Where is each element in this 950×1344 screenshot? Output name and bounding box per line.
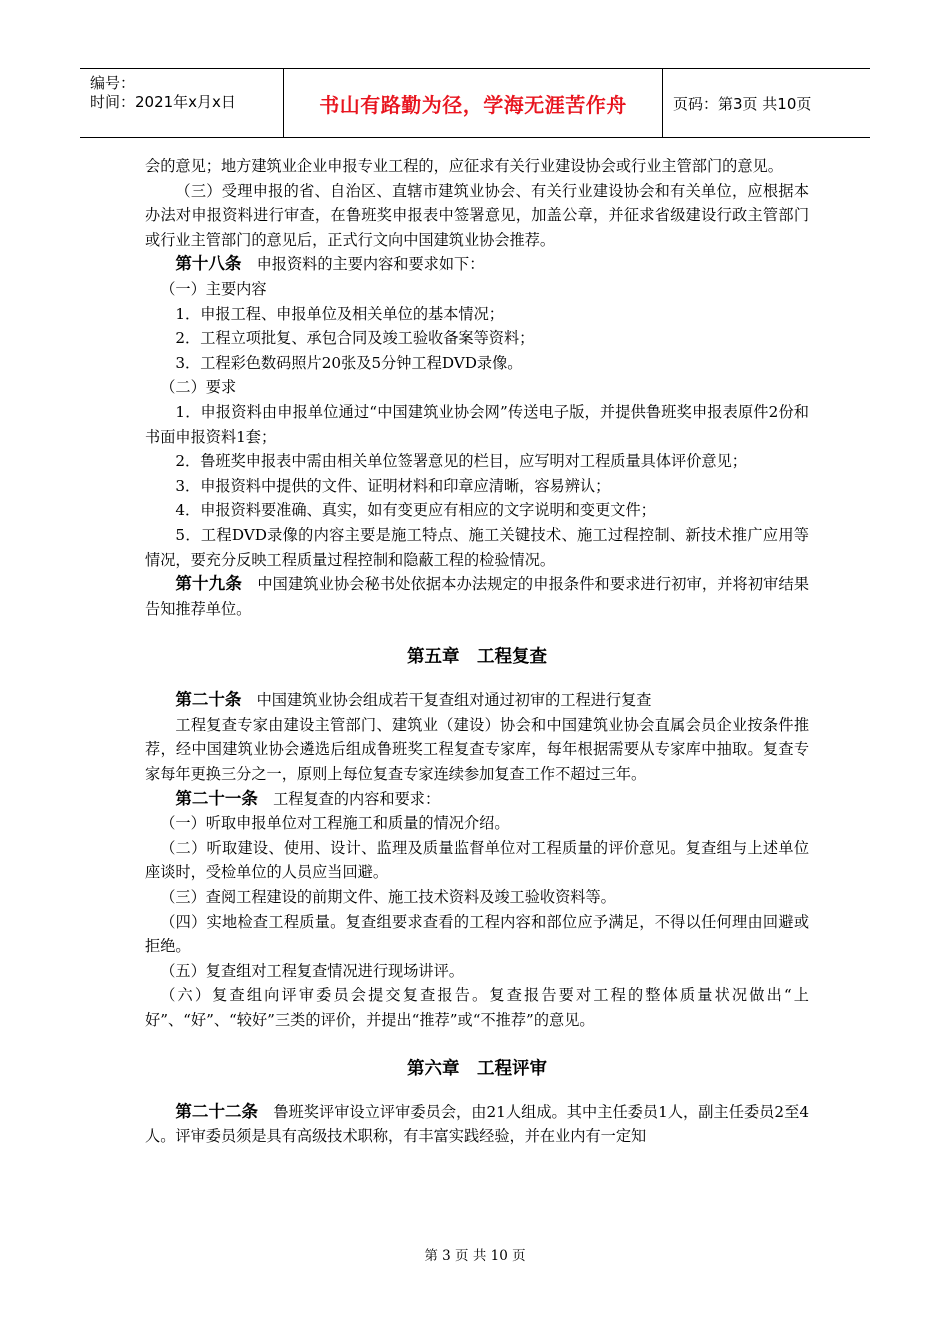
list-item: 1．申报工程、申报单位及相关单位的基本情况； — [175, 304, 504, 323]
page-footer: 第 3 页 共 10 页 — [424, 1248, 526, 1264]
list-item: 2．工程立项批复、承包合同及竣工验收备案等资料； — [175, 329, 535, 348]
header-page-info: 页码：第3页 共10页 — [673, 94, 812, 113]
article-18 — [145, 252, 809, 277]
article-text: 中国建筑业协会秘书处依据本办法规定的申报条件和要求进行初审，并将初审结果告知推荐单位。 — [145, 575, 810, 618]
list-item: （六）复查组向评审委员会提交复查报告。复查报告要对工程的整体质量状况做出“上好”、“好”、“较好”三类的评价，并提出“推荐”或“不推荐”的意见。 — [145, 986, 809, 1029]
chapter-6-heading: 第六章 工程评审 — [407, 1058, 547, 1079]
document-body — [145, 154, 809, 1149]
number-label: 编号： — [90, 74, 136, 92]
page-header — [80, 68, 870, 138]
list-item: （三）查阅工程建设的前期文件、施工技术资料及竣工验收资料等。 — [160, 888, 616, 907]
header-meta-cell — [80, 69, 283, 137]
list-item: 3．工程彩色数码照片20张及5分钟工程DVD录像。 — [175, 353, 523, 372]
list-item: （一）听取申报单位对工程施工和质量的情况介绍。 — [160, 814, 510, 833]
paragraph: （一）主要内容 — [160, 279, 267, 298]
article-title: 第二十二条 — [175, 1101, 259, 1121]
article-title: 第二十条 — [175, 690, 242, 710]
article-19 — [145, 572, 809, 621]
list-item: 2．鲁班奖申报表中需由相关单位签署意见的栏目，应写明对工程质量具体评价意见； — [175, 452, 747, 471]
paragraph: （二）要求 — [160, 378, 237, 397]
paragraph: 工程复查专家由建设主管部门、建筑业（建设）协会和中国建筑业协会直属会员企业按条件推荐，经中国建筑业协会遴选后组成鲁班奖工程复查专家库，每年根据需要从专家库中抽取。复查专家每年更换三分之一，原则上每位复查专家连续参加复查工作不超过三年。 — [145, 715, 809, 784]
list-item: 3．申报资料中提供的文件、证明材料和印章应清晰，容易辨认； — [175, 476, 611, 495]
list-item: 1．申报资料由申报单位通过“中国建筑业协会网”传送电子版，并提供鲁班奖申报表原件2份和书面申报资料1套； — [145, 402, 809, 446]
article-text: 鲁班奖评审设立评审委员会，由21人组成。其中主任委员1人，副主任委员2至4人。评审委员须是具有高级技术职称，有丰富实践经验，并在业内有一定知 — [145, 1102, 810, 1146]
article-text: 工程复查的内容和要求： — [273, 789, 441, 808]
article-title: 第十八条 — [175, 254, 242, 274]
chapter-5-heading: 第五章 工程复查 — [407, 647, 547, 668]
article-text: 申报资料的主要内容和要求如下： — [256, 255, 485, 274]
list-item: （四）实地检查工程质量。复查组要求查看的工程内容和部位应予满足，不得以任何理由回避或拒绝。 — [145, 912, 809, 956]
article-21 — [145, 787, 809, 812]
date-label: 时间：2021年x月x日 — [90, 93, 236, 111]
list-item: 4．申报资料要准确、真实，如有变更应有相应的文字说明和变更文件； — [175, 501, 656, 520]
article-20 — [145, 688, 809, 713]
list-item: （二）听取建设、使用、设计、监理及质量监督单位对工程质量的评价意见。复查组与上述单位座谈时，受检单位的人员应当回避。 — [145, 838, 809, 882]
article-title: 第二十一条 — [175, 788, 258, 808]
paragraph: （三）受理申报的省、自治区、直辖市建筑业协会、有关行业建设协会和有关单位，应根据本办法对申报资料进行审查，在鲁班奖申报表中签署意见，加盖公章，并征求省级建设行政主管部门或行业主管部门的意见后，正式行文向中国建筑业协会推荐。 — [145, 181, 809, 249]
article-22 — [145, 1100, 809, 1149]
header-motto: 书山有路勤为径，学海无涯苦作舟 — [283, 69, 663, 137]
list-item: （五）复查组对工程复查情况进行现场讲评。 — [160, 961, 464, 980]
article-title: 第十九条 — [175, 574, 242, 594]
paragraph: 会的意见；地方建筑业企业申报专业工程的，应征求有关行业建设协会或行业主管部门的意见。 — [145, 157, 783, 175]
list-item: 5．工程DVD录像的内容主要是施工特点、施工关键技术、施工过程控制、新技术推广应用等情况，要充分反映工程质量过程控制和隐蔽工程的检验情况。 — [145, 525, 809, 569]
article-text: 中国建筑业协会组成若干复查组对通过初审的工程进行复查 — [256, 691, 652, 710]
